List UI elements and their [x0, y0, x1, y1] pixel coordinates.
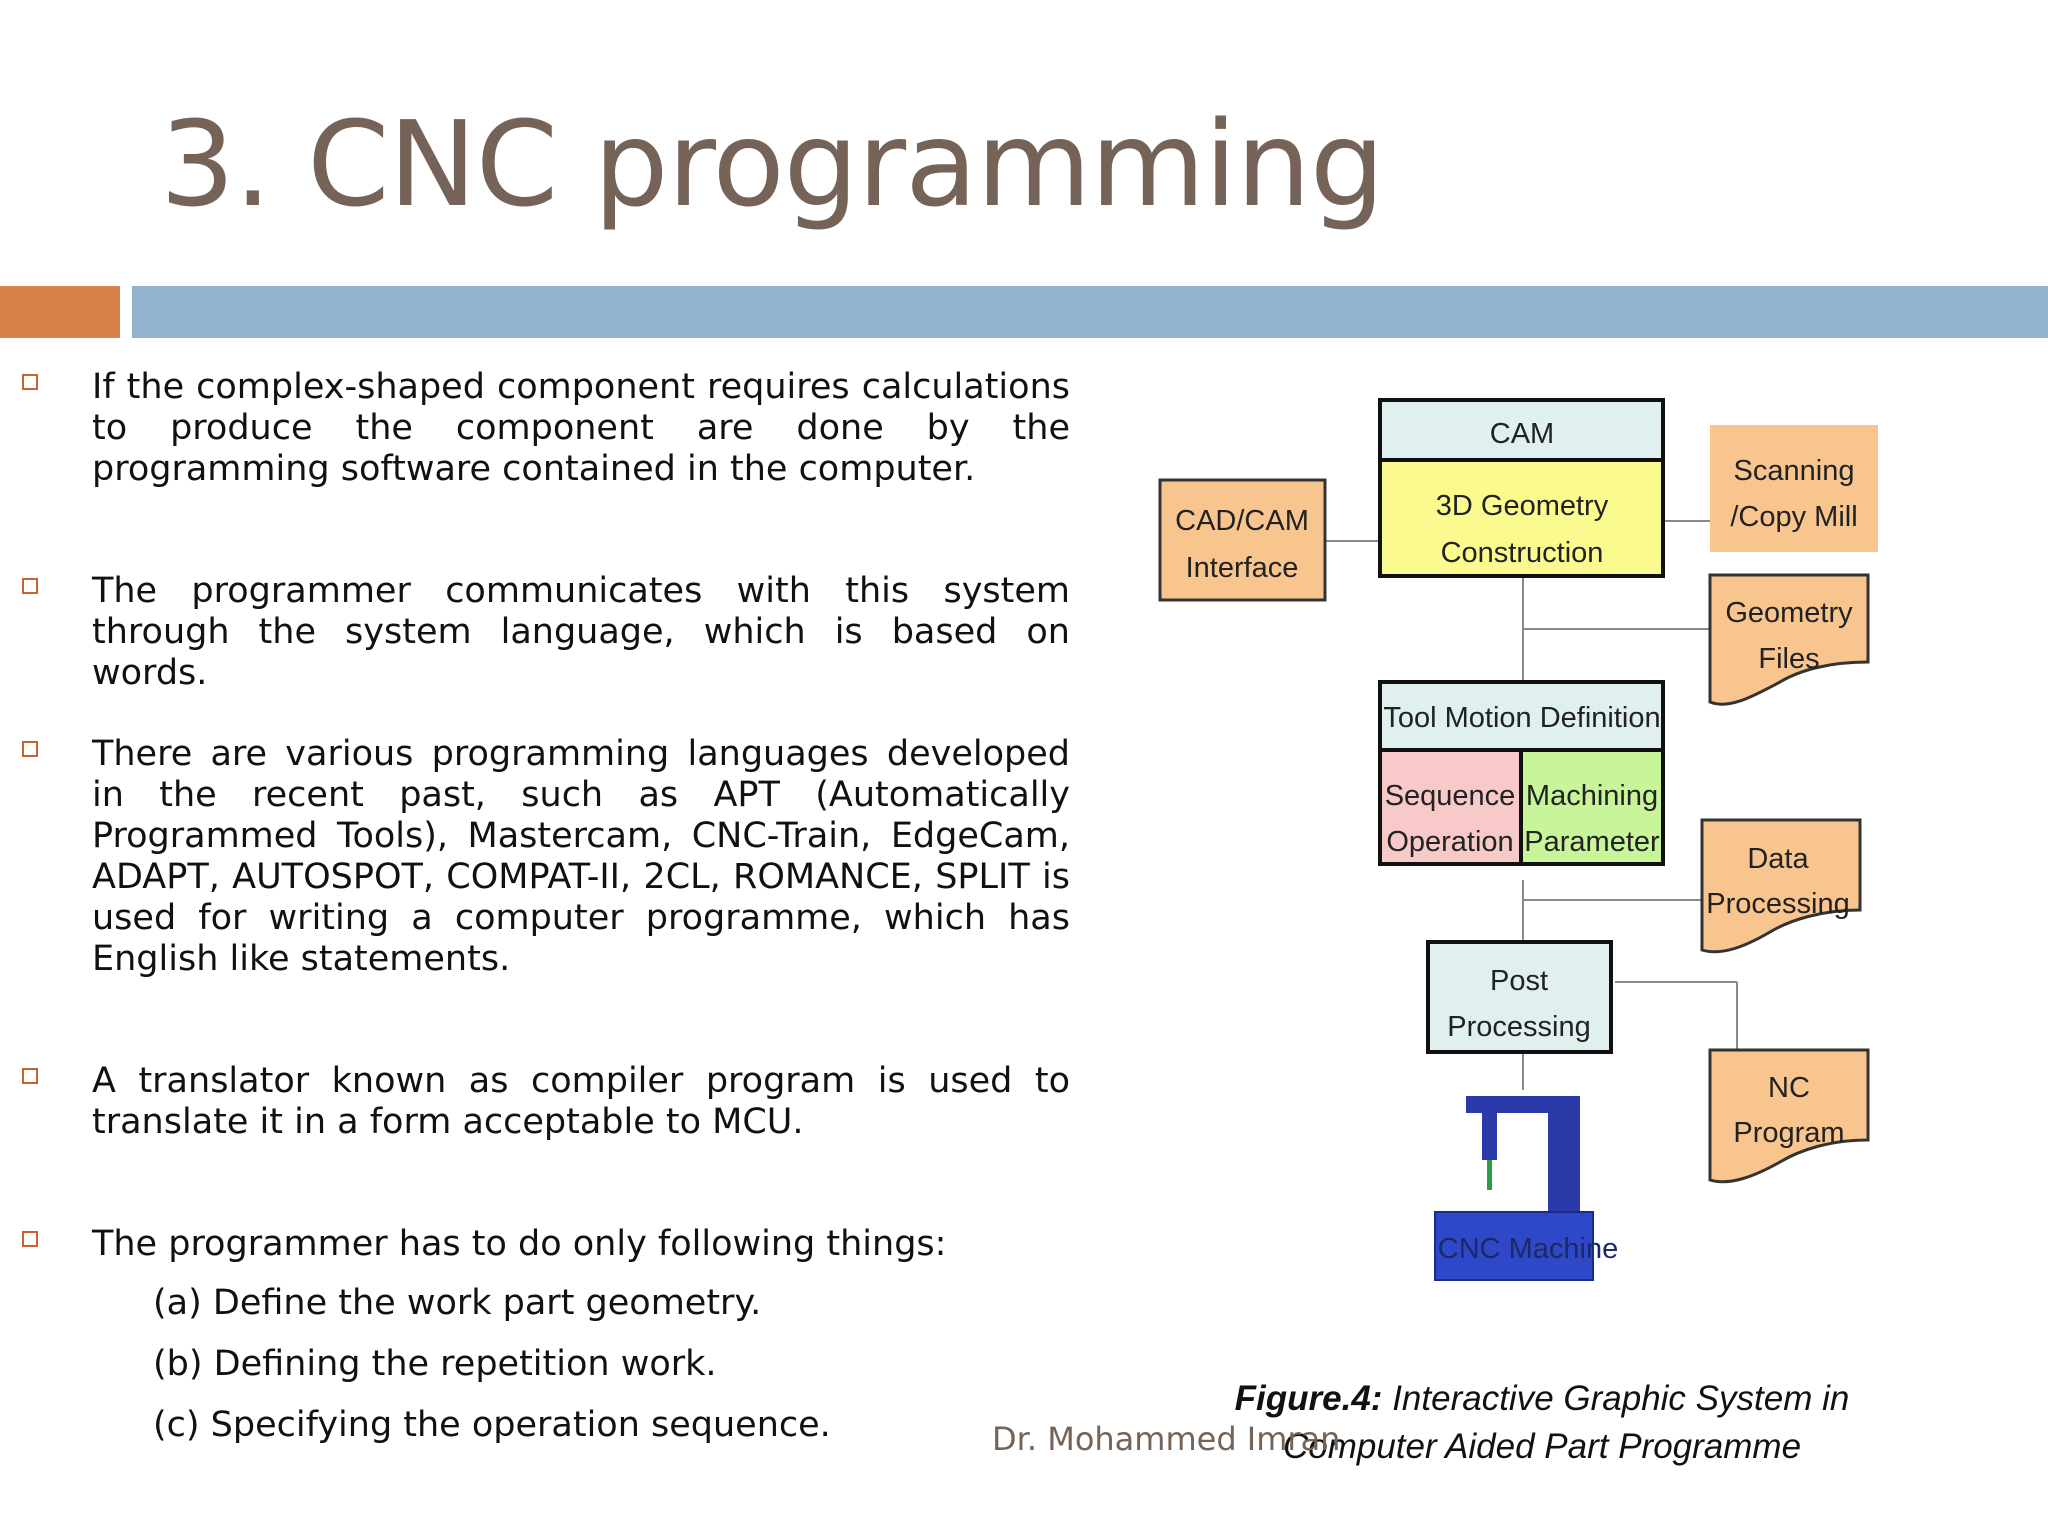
bullet-text: The programmer has to do only following things: [92, 1224, 947, 1264]
geometry-files-document [1710, 575, 1868, 704]
sub-item: (a) Define the work part geometry. [153, 1283, 762, 1323]
bullet-item [92, 1061, 1070, 1143]
machining-label-2: Parameter [1524, 826, 1660, 858]
bullet-text: If the complex-shaped component requires calculations to produce the component are done by the programming software contained in the computer. [92, 367, 1070, 489]
machining-parameter-box [1521, 750, 1663, 864]
sequence-operation-box [1380, 750, 1521, 864]
tool-motion-definition-box [1380, 682, 1663, 750]
cam-label: CAM [1489, 418, 1555, 450]
geometry-files-label-2: Files [1758, 643, 1820, 675]
geometry-label-1: 3D Geometry [1435, 490, 1609, 522]
square-bullet-icon [22, 578, 38, 594]
cadcam-label-2: Interface [1185, 552, 1299, 584]
cam-box [1380, 400, 1663, 460]
scanning-label-2: /Copy Mill [1730, 501, 1858, 533]
cnc-machine-label: CNC Machine [1437, 1233, 1619, 1265]
nc-program-document [1710, 1050, 1868, 1182]
nc-program-label-1: NC [1768, 1072, 1810, 1104]
geometry-label-2: Construction [1440, 537, 1604, 569]
data-processing-document [1702, 820, 1860, 952]
square-bullet-icon [22, 374, 38, 390]
bullet-item [92, 734, 1070, 980]
post-processing-box [1428, 942, 1611, 1052]
nc-program-label-2: Program [1733, 1117, 1845, 1149]
post-processing-label-2: Processing [1447, 1011, 1591, 1043]
sub-item: (b) Defining the repetition work. [153, 1344, 717, 1384]
bullet-text: The programmer communicates with this system through the system language, which is based on words. [92, 571, 1070, 693]
caption-text-line2: Computer Aided Part Programme [1282, 1427, 1802, 1466]
caption-label: Figure.4: [1234, 1379, 1383, 1418]
caption-text-line1: Interactive Graphic System in [1382, 1379, 1850, 1418]
tool-motion-label: Tool Motion Definition [1383, 702, 1661, 734]
data-processing-label-1: Data [1747, 843, 1809, 875]
sequence-label-1: Sequence [1384, 780, 1516, 812]
bullet-text: There are various programming languages developed in the recent past, such as APT (Automatically Programmed Tools), Mastercam, CNC-Train, EdgeCam, ADAPT, AUTOSPOT, COMPAT-II, 2CL, ROMANCE, SPLIT is used for writing a computer programme, which has English like statements. [92, 734, 1070, 979]
square-bullet-icon [22, 1231, 38, 1247]
footer-author: Dr. Mohammed Imran [992, 1420, 1341, 1458]
sequence-label-2: Operation [1386, 826, 1514, 858]
scanning-label-1: Scanning [1733, 455, 1855, 487]
square-bullet-icon [22, 1068, 38, 1084]
square-bullet-icon [22, 741, 38, 757]
cadcam-interface-box [1160, 480, 1325, 600]
scanning-copy-mill-box [1710, 425, 1878, 552]
accent-bar-blue [132, 286, 2048, 338]
interactive-graphic-system-diagram [1150, 390, 1910, 1310]
geometry-construction-box [1380, 460, 1663, 576]
accent-bar-orange [0, 286, 120, 338]
sub-item: (c) Specifying the operation sequence. [153, 1405, 831, 1445]
cnc-machine-icon [1435, 1096, 1618, 1280]
bullet-item [92, 1224, 1070, 1265]
machining-label-1: Machining [1525, 780, 1659, 812]
cadcam-label-1: CAD/CAM [1175, 505, 1309, 537]
bullet-text: A translator known as compiler program is used to translate it in a form acceptable to MCU. [92, 1061, 1070, 1142]
bullet-item [92, 571, 1070, 694]
geometry-files-label-1: Geometry [1725, 597, 1853, 629]
slide-title: 3. CNC programming [160, 95, 1384, 233]
post-processing-label-1: Post [1489, 965, 1549, 997]
bullet-item [92, 367, 1070, 490]
data-processing-label-2: Processing [1706, 888, 1850, 920]
